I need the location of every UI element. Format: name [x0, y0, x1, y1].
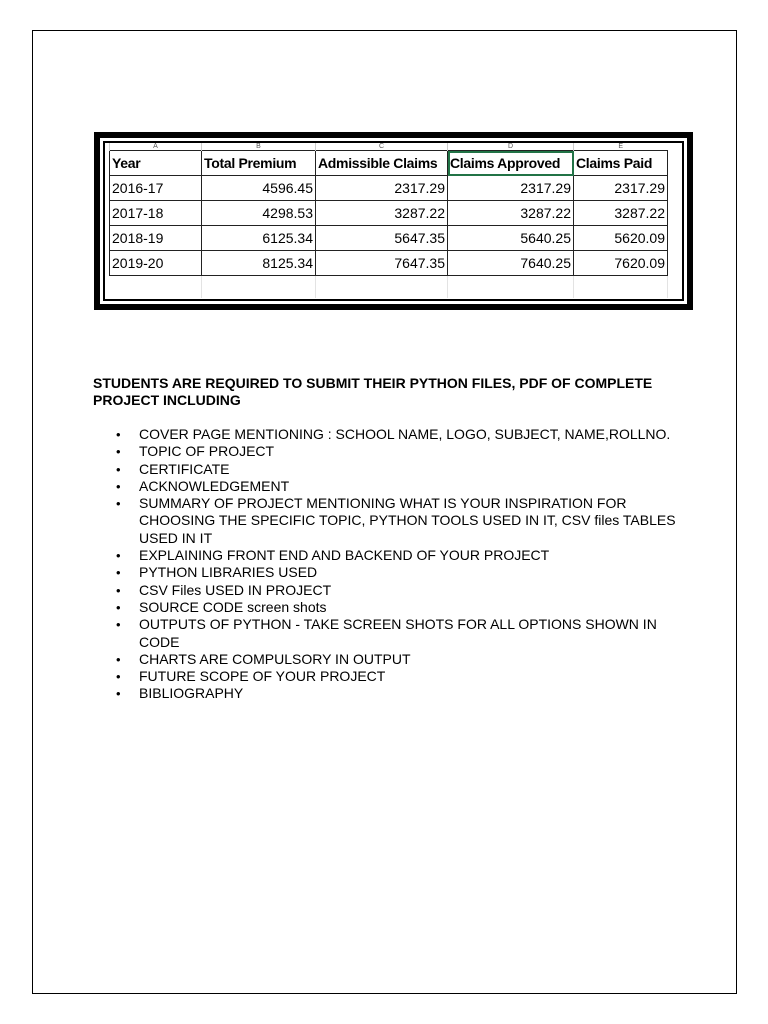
table-row [110, 251, 668, 276]
cell-value: 2317.29 [448, 176, 574, 201]
column-letter: B [202, 143, 316, 151]
cell-year: 2017-18 [110, 201, 202, 226]
column-letter: A [110, 143, 202, 151]
cell-year: 2018-19 [110, 226, 202, 251]
list-item: • ACKNOWLEDGEMENT [116, 478, 676, 495]
cell-value: 3287.22 [316, 201, 448, 226]
list-item: • SUMMARY OF PROJECT MENTIONING WHAT IS YOUR INSPIRATION FOR CHOOSING THE SPECIFIC TOPIC, PYTHON TOOLS USED IN IT, CSV files TABLES USED IN IT [116, 495, 676, 547]
header-year: Year [110, 151, 202, 176]
cell-value: 7647.35 [316, 251, 448, 276]
list-item: • COVER PAGE MENTIONING : SCHOOL NAME, LOGO, SUBJECT, NAME,ROLLNO. [116, 426, 676, 443]
cell-value: 3287.22 [574, 201, 668, 226]
table-row [110, 201, 668, 226]
column-letter-row [110, 143, 668, 151]
list-item: • OUTPUTS OF PYTHON - TAKE SCREEN SHOTS FOR ALL OPTIONS SHOWN IN CODE [116, 616, 676, 651]
claims-table [109, 143, 668, 298]
list-item: • SOURCE CODE screen shots [116, 599, 676, 616]
list-item: • BIBLIOGRAPHY [116, 685, 676, 702]
cell-value: 5620.09 [574, 226, 668, 251]
cell-year: 2016-17 [110, 176, 202, 201]
cell-value: 5647.35 [316, 226, 448, 251]
spreadsheet-screenshot [94, 132, 693, 310]
cell-value: 4596.45 [202, 176, 316, 201]
cell-value: 2317.29 [316, 176, 448, 201]
list-item: • CSV Files USED IN PROJECT [116, 582, 676, 599]
cell-value: 4298.53 [202, 201, 316, 226]
table-row [110, 176, 668, 201]
column-letter: C [316, 143, 448, 151]
empty-row [110, 276, 668, 299]
header-admissible-claims: Admissible Claims [316, 151, 448, 176]
cell-value: 8125.34 [202, 251, 316, 276]
list-item: • PYTHON LIBRARIES USED [116, 564, 676, 581]
table-row [110, 226, 668, 251]
cell-value: 5640.25 [448, 226, 574, 251]
column-letter: E [574, 143, 668, 151]
list-item: • EXPLAINING FRONT END AND BACKEND OF YOUR PROJECT [116, 547, 676, 564]
cell-value: 6125.34 [202, 226, 316, 251]
cell-year: 2019-20 [110, 251, 202, 276]
cell-value: 3287.22 [448, 201, 574, 226]
header-row [110, 151, 668, 176]
requirements-heading: STUDENTS ARE REQUIRED TO SUBMIT THEIR PYTHON FILES, PDF OF COMPLETE PROJECT INCLUDING [93, 375, 653, 408]
list-item: • CHARTS ARE COMPULSORY IN OUTPUT [116, 651, 676, 668]
header-claims-paid: Claims Paid [574, 151, 668, 176]
cell-value: 2317.29 [574, 176, 668, 201]
column-letter: D [448, 143, 574, 151]
requirements-list [116, 426, 676, 703]
list-item: • CERTIFICATE [116, 461, 676, 478]
list-item: • FUTURE SCOPE OF YOUR PROJECT [116, 668, 676, 685]
header-total-premium: Total Premium [202, 151, 316, 176]
list-item: • TOPIC OF PROJECT [116, 443, 676, 460]
cell-value: 7620.09 [574, 251, 668, 276]
cell-value: 7640.25 [448, 251, 574, 276]
header-claims-approved: Claims Approved [448, 151, 574, 176]
